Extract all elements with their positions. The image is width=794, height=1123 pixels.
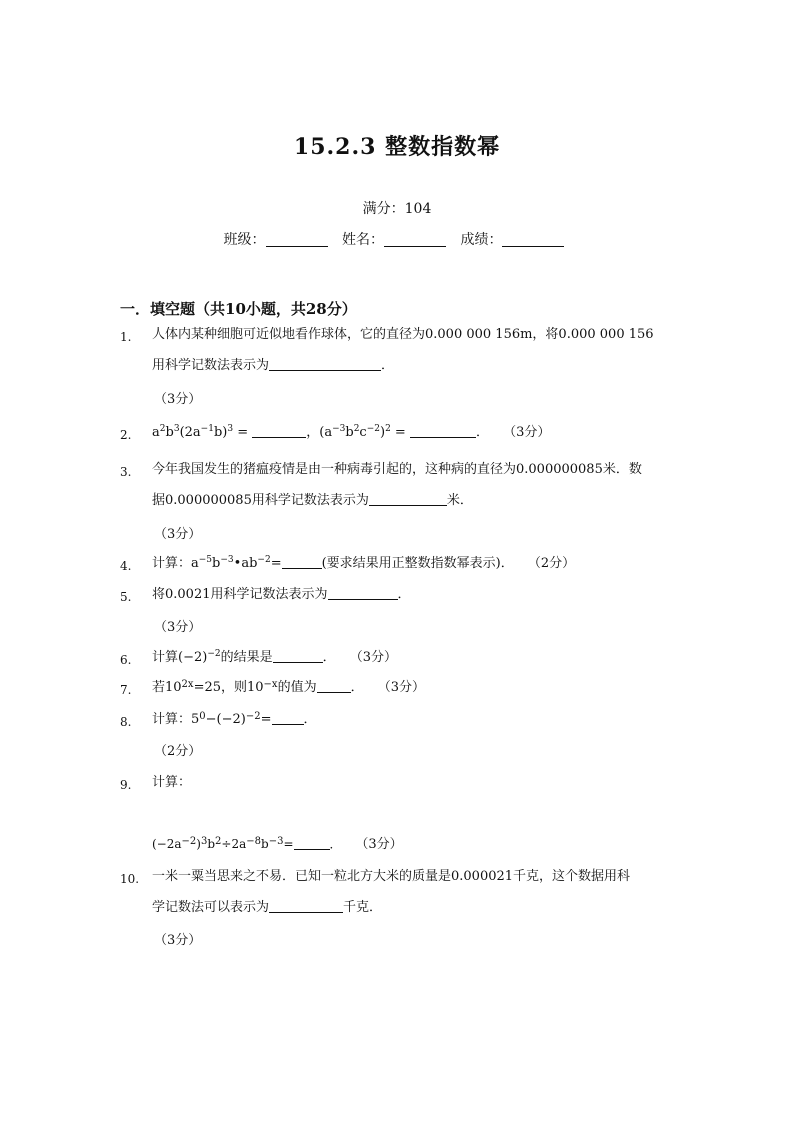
text: = <box>233 425 253 440</box>
text: = <box>283 837 294 851</box>
exponent: 3 <box>173 424 180 434</box>
question-number: 8. <box>120 715 132 729</box>
points: （3分） <box>154 527 202 542</box>
exponent: −2 <box>245 711 261 722</box>
points: （2分） <box>527 556 576 571</box>
points: （3分） <box>154 392 202 407</box>
text: ． <box>350 680 364 695</box>
text: 的值为 <box>277 680 317 695</box>
question-number: 6. <box>120 653 132 667</box>
points: （2分） <box>154 744 202 759</box>
answer-blank[interactable] <box>317 680 351 693</box>
question-number: 9. <box>120 778 132 792</box>
points: （3分） <box>154 620 202 635</box>
question-text <box>152 424 682 442</box>
text: a <box>152 425 160 440</box>
exponent: 0 <box>199 711 206 722</box>
question-9-expression <box>152 835 712 854</box>
text: 计算(−2) <box>152 650 208 665</box>
answer-blank[interactable] <box>273 650 323 663</box>
question-number: 3. <box>120 465 132 479</box>
question-line <box>152 357 682 375</box>
answer-blank[interactable] <box>272 712 304 725</box>
question-number: 5. <box>120 590 132 604</box>
exponent: −x <box>263 679 278 690</box>
exponent: 3 <box>200 836 208 847</box>
text: 将0.0021用科学记数法表示为 <box>152 587 328 602</box>
question-number: 2. <box>120 428 132 442</box>
text: ． <box>475 425 489 440</box>
page-title: 15.2.3 整数指数幂 <box>293 134 501 160</box>
text: = <box>270 556 282 571</box>
question-text <box>152 461 682 510</box>
points: （3分） <box>355 837 403 852</box>
question-text <box>152 711 682 729</box>
points: （3分） <box>503 425 551 440</box>
exponent: −3 <box>332 424 346 434</box>
text: =25，则10 <box>193 680 264 695</box>
text: c <box>359 425 367 440</box>
answer-blank[interactable] <box>410 425 476 438</box>
section-heading: 一．填空题（共10小题，共28分） <box>120 300 357 318</box>
question-number: 10. <box>120 872 140 886</box>
text: b <box>212 556 221 571</box>
question-text <box>152 555 682 573</box>
grade-label: 成绩： <box>460 232 503 248</box>
text: 计算：a <box>152 556 199 571</box>
student-info-row <box>0 229 794 249</box>
name-blank[interactable] <box>384 232 446 247</box>
text: = <box>390 425 410 440</box>
text: b <box>165 425 174 440</box>
answer-blank[interactable] <box>252 425 306 438</box>
question-text <box>152 586 682 604</box>
text: (−2a <box>152 837 182 851</box>
question-line <box>152 492 682 510</box>
class-label: 班级： <box>223 232 266 248</box>
exponent: 2x <box>181 679 194 690</box>
exponent: −2 <box>207 649 221 659</box>
text: ． <box>397 587 411 602</box>
text: 据0.000000085用科学记数法表示为 <box>152 493 369 508</box>
text: 用科学记数法表示为 <box>152 358 270 373</box>
text: ÷2a <box>221 837 247 851</box>
grade-blank[interactable] <box>502 232 564 247</box>
text: 计算： <box>152 775 192 790</box>
full-score: 满分：104 <box>362 201 432 217</box>
exponent: −2 <box>366 424 380 434</box>
answer-blank[interactable] <box>294 837 330 850</box>
text: 若10 <box>152 680 182 695</box>
answer-blank[interactable] <box>282 556 322 569</box>
text: ． <box>381 358 395 373</box>
question-number: 1. <box>120 330 132 344</box>
exponent: 3 <box>227 424 234 434</box>
text: ) <box>379 425 386 440</box>
text: ，(a <box>306 425 333 440</box>
text: −(−2) <box>205 712 246 727</box>
exponent: 2 <box>159 424 166 434</box>
points: （3分） <box>377 680 426 695</box>
answer-blank[interactable] <box>328 587 398 600</box>
text: •ab <box>233 556 258 571</box>
answer-blank[interactable] <box>269 358 381 371</box>
question-text <box>152 649 682 667</box>
name-label: 姓名： <box>342 232 384 248</box>
text: b <box>345 425 354 440</box>
class-blank[interactable] <box>266 232 328 247</box>
exponent: 2 <box>353 424 360 434</box>
text: ． <box>329 837 342 851</box>
exponent: −3 <box>268 836 284 847</box>
text: 计算：5 <box>152 712 200 727</box>
text: 千克． <box>343 900 383 915</box>
text: 的结果是 <box>220 650 273 665</box>
question-text <box>152 326 682 375</box>
text: 学记数法可以表示为 <box>152 900 270 915</box>
text: = <box>260 712 272 727</box>
text: (要求结果用正整数指数幂表示)． <box>321 556 514 571</box>
text: b) <box>213 425 228 440</box>
points: （3分） <box>154 933 202 948</box>
exponent: −1 <box>200 424 214 434</box>
question-number: 4. <box>120 559 132 573</box>
text: b <box>261 837 269 851</box>
exponent: 2 <box>385 424 391 434</box>
exponent: 2 <box>215 836 222 847</box>
points: （3分） <box>349 650 398 665</box>
text: b <box>207 837 216 851</box>
text: (2a <box>179 425 201 440</box>
text: ． <box>322 650 336 665</box>
question-line: 人体内某种细胞可近似地看作球体，它的直径为0.000 000 156m，将0.000 000 156 <box>152 327 654 342</box>
question-text <box>152 774 682 792</box>
question-text <box>152 868 682 917</box>
question-line: 一米一粟当思来之不易．已知一粒北方大米的质量是0.000021千克，这个数据用科 <box>152 869 631 884</box>
question-line <box>152 899 682 917</box>
exponent: −5 <box>198 555 213 565</box>
question-text <box>152 679 682 697</box>
text: ) <box>196 837 201 851</box>
answer-blank[interactable] <box>369 493 447 506</box>
text: 米． <box>446 493 473 508</box>
text: ． <box>303 712 317 727</box>
exponent: −3 <box>220 555 234 565</box>
answer-blank[interactable] <box>269 900 343 913</box>
question-line: 今年我国发生的猪瘟疫情是由一种病毒引起的，这种病的直径为0.000000085米．数 <box>152 462 642 477</box>
exponent: −2 <box>257 555 271 565</box>
question-number: 7. <box>120 683 132 697</box>
exponent: −8 <box>246 836 261 847</box>
exponent: −2 <box>181 836 197 847</box>
